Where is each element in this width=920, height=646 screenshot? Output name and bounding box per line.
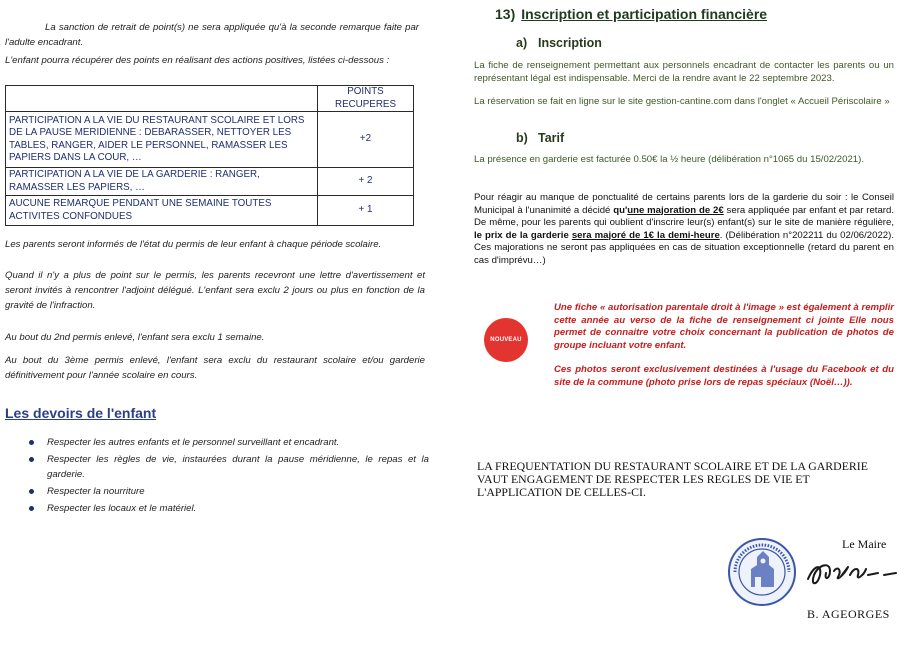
bullet-icon [29, 506, 34, 511]
paragraph-presence: La présence en garderie est facturée 0.50€ la ½ heure (délibération n°1065 du 15/02/2021). [474, 154, 864, 165]
subheading-inscription [516, 36, 602, 50]
subheading-tarif [516, 131, 564, 145]
table-cell-points: +2 [318, 112, 414, 168]
section-13-heading [495, 6, 767, 22]
list-item-text: Respecter la nourriture [47, 486, 145, 497]
paragraph-plus-de-point: Quand il n'y a plus de point sur le permis, les parents recevront une lettre d'avertissement et seront invités à rencontrer l'adjoint délégué. L'enfant sera exclu 2 jours ou plus en fonction de la gravité de l'infraction. [5, 270, 425, 311]
list-item-text: Respecter les locaux et le matériel. [47, 503, 197, 514]
devoirs-heading: Les devoirs de l'enfant [5, 405, 157, 421]
table-cell-action: PARTICIPATION A LA VIE DU RESTAURANT SCOLAIRE ET LORS DE LA PAUSE MERIDIENNE : DEBARASSER, NETTOYER LES TABLES, RANGER, AIDER LE PERSONNEL, RAMASSER LES PAPIERS DANS LA COUR, … [6, 112, 318, 168]
list-item [29, 452, 429, 482]
text-run: Pour réagir au manque de ponctualité de certains parents lors de la garderie du soir : le Conseil Municipal à l'unanimité a décidé [474, 192, 894, 216]
list-item-text: Respecter les règles de vie, instaurées durant la pause méridienne, le repas et la garderie. [47, 454, 429, 480]
table-row [6, 196, 414, 226]
paragraph-3eme-permis: Au bout du 3ème permis enlevé, l'enfant sera exclu du restaurant scolaire et/ou garderie définitivement pour l'année scolaire en cours. [5, 355, 425, 381]
text-run: sera appliquée par enfant et par retard. De même, pour les parents qui oublient d'inscrire leur(s) enfant(s) sur le site de manière régulière, [474, 204, 894, 228]
devoirs-list [29, 435, 429, 518]
section-number: 13) [495, 6, 516, 22]
paragraph-reservation: La réservation se fait en ligne sur le site gestion-cantine.com dans l'onglet « Accueil Périscolaire » [474, 96, 890, 107]
paragraph-fiche: La fiche de renseignement permettant aux personnels encadrant de contacter les parents ou un représentant légal est indispensable. Merci de la rendre avant le 22 septembre 2023. [474, 60, 894, 84]
paragraph-ponctualite [474, 192, 894, 267]
table-header-row [6, 86, 414, 112]
text-run: . (Délibération n°202211 du 02/06/2022). Ces majorations ne seront pas appliquées en cas de situation exceptionnelle (retard du parent en cas d'imprévu…) [474, 229, 894, 266]
list-item [29, 435, 429, 450]
maire-name: B. AGEORGES [807, 607, 890, 621]
table-row [6, 168, 414, 196]
left-column [5, 0, 429, 646]
paragraph-informes: Les parents seront informés de l'état du permis de leur enfant à chaque période scolaire. [5, 239, 382, 250]
right-column [474, 0, 896, 646]
bullet-icon [29, 489, 34, 494]
section-title: Inscription et participation financière [521, 6, 768, 22]
table-row [6, 112, 414, 168]
subheading-letter: a) [516, 36, 528, 50]
text-run-bold: le prix de la garderie [474, 229, 572, 241]
subheading-text: Inscription [538, 36, 602, 50]
paragraph-2nd-permis: Au bout du 2nd permis enlevé, l'enfant sera exclu 1 semaine. [5, 332, 265, 343]
table-header-empty [6, 86, 318, 112]
table-cell-points: + 1 [318, 196, 414, 226]
subheading-letter: b) [516, 131, 528, 145]
text-run-bold-underline: une majoration de 2€ [627, 204, 724, 216]
maire-title: Le Maire [842, 537, 887, 551]
table-cell-action: PARTICIPATION A LA VIE DE LA GARDERIE : RANGER, RAMASSER LES PAPIERS, … [6, 168, 318, 196]
text-run-bold: qu' [613, 204, 628, 216]
list-item [29, 501, 429, 516]
nouveau-badge: NOUVEAU [484, 318, 528, 362]
mayor-signature-icon [804, 545, 904, 595]
list-item-text: Respecter les autres enfants et le personnel surveillant et encadrant. [47, 437, 340, 448]
points-table [5, 85, 414, 226]
subheading-text: Tarif [538, 131, 565, 145]
list-item [29, 484, 429, 499]
paragraph-recuperer-points: L'enfant pourra récupérer des points en réalisant des actions positives, listées ci-dessous : [5, 55, 390, 66]
paragraph-frequentation: LA FREQUENTATION DU RESTAURANT SCOLAIRE ET DE LA GARDERIE VAUT ENGAGEMENT DE RESPECTER LES REGLES DE VIE ET L'APPLICATION DE CELLES-CI. [477, 459, 868, 499]
bullet-icon [29, 440, 34, 445]
mairie-seal-icon [727, 537, 797, 607]
table-cell-points: + 2 [318, 168, 414, 196]
paragraph-droit-image: Une fiche « autorisation parentale droit à l'image » est également à remplir cette année au verso de la fiche de renseignement ci jointe Elle nous permet de connaitre votre choix concernant la publication de photos de groupe incluant votre enfant. [554, 302, 894, 351]
paragraph-photos: Ces photos seront exclusivement destinées à l'usage du Facebook et du site de la commune (photo prise lors de repas spéciaux (Noël…)). [554, 364, 894, 388]
table-header-points: POINTS RECUPERES [318, 86, 414, 112]
paragraph-sanction: La sanction de retrait de point(s) ne sera appliquée qu'à la seconde remarque faite par l'adulte encadrant. [5, 22, 419, 48]
bullet-icon [29, 457, 34, 462]
text-run-bold-underline: sera majoré de 1€ la demi-heure [571, 229, 720, 241]
table-cell-action: AUCUNE REMARQUE PENDANT UNE SEMAINE TOUTES ACTIVITES CONFONDUES [6, 196, 318, 226]
